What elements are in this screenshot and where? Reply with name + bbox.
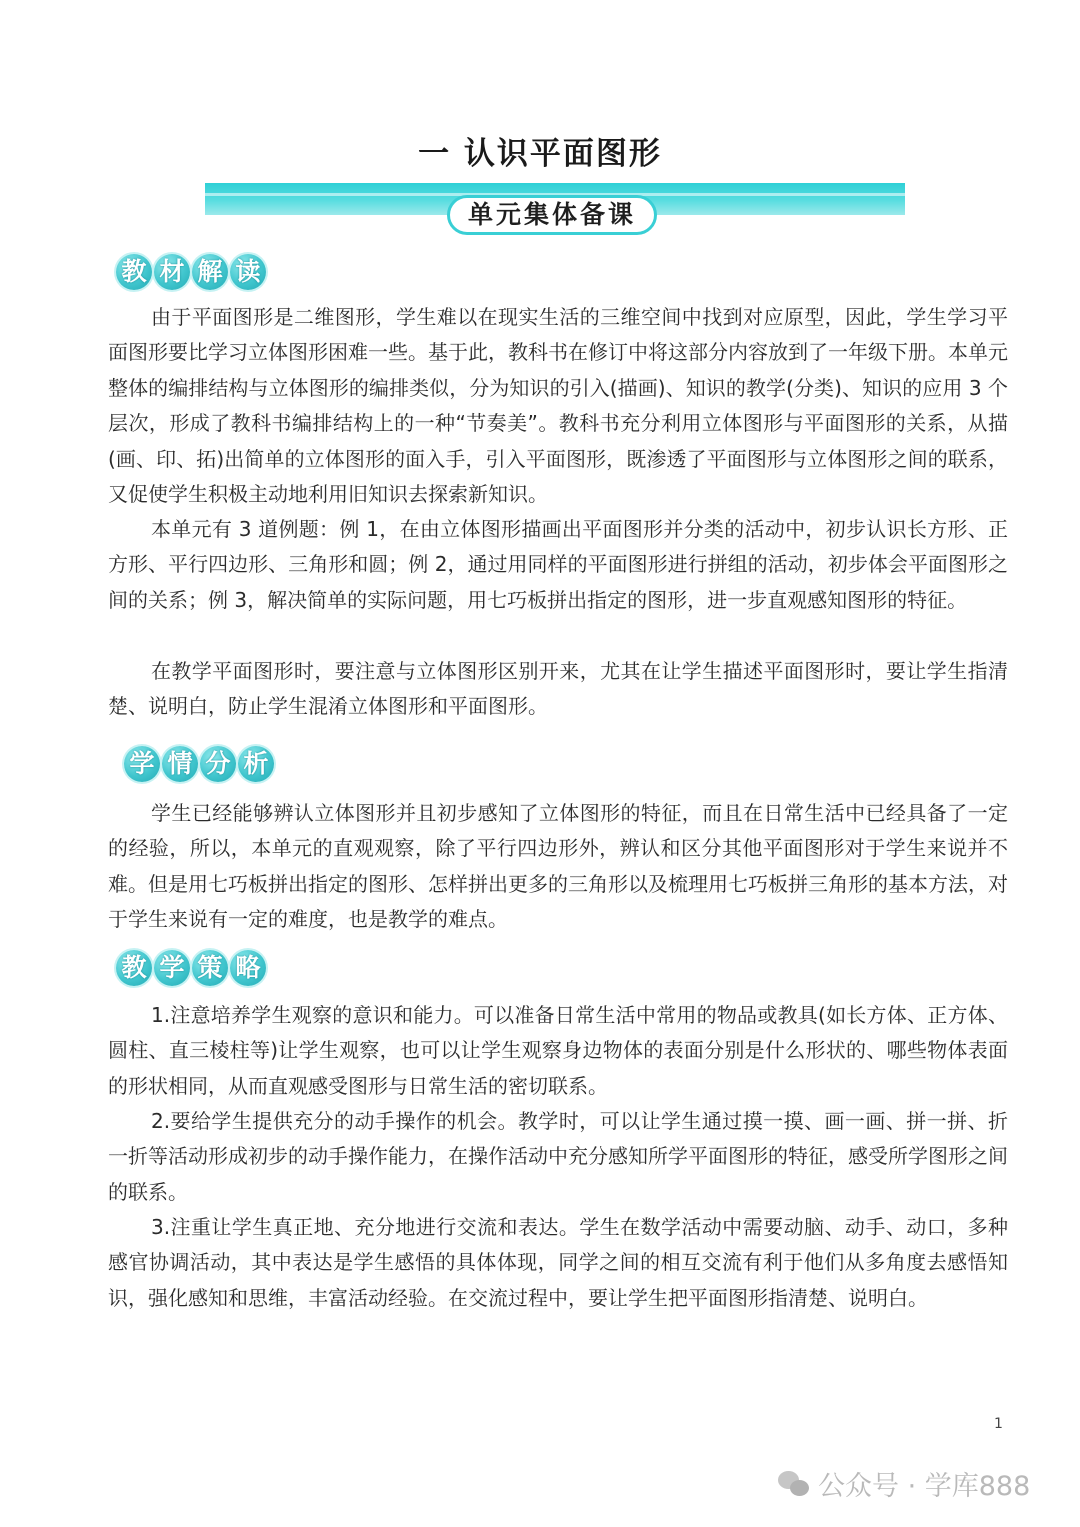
section-badge-textbook-reading [116,254,266,290]
badge-char: 解 [192,254,228,290]
badge-char: 情 [162,746,198,782]
badge-char: 策 [192,950,228,986]
watermark-text: 公众号 · 学库888 [818,1471,1031,1502]
badge-char: 略 [230,950,266,986]
badge-char: 教 [116,950,152,986]
unit-banner [205,183,905,229]
wechat-icon [778,1469,810,1499]
page-title: 一 认识平面图形 [418,136,662,172]
badge-char: 教 [116,254,152,290]
paragraph: 学生已经能够辨认立体图形并且初步感知了立体图形的特征，而且在日常生活中已经具备了一定的经验，所以，本单元的直观观察，除了平行四边形外，辨认和区分其他平面图形对于学生来说并不难。但是用七巧板拼出指定的图形、怎样拼出更多的三角形以及梳理用七巧板拼三角形的基本方法，对于学生来说有一定的难度，也是教学的难点。 [108,801,1008,932]
badge-char: 读 [230,254,266,290]
page-number: 1 [994,1416,1003,1432]
paragraph: 1.注意培养学生观察的意识和能力。可以准备日常生活中常用的物品或教具(如长方体、正方体、圆柱、直三棱柱等)让学生观察，也可以让学生观察身边物体的表面分别是什么形状的、哪些物体表面的形状相同，从而直观感受图形与日常生活的密切联系。 [108,1003,1008,1098]
badge-char: 学 [124,746,160,782]
banner-label: 单元集体备课 [447,195,657,235]
paragraph: 本单元有 3 道例题：例 1，在由立体图形描画出平面图形并分类的活动中，初步认识长方形、正方形、平行四边形、三角形和圆；例 2，通过用同样的平面图形进行拼组的活动，初步体会平面图形之间的关系；例 3，解决简单的实际问题，用七巧板拼出指定的图形，进一步直观感知图形的特征。 [108,517,1008,612]
watermark [778,1464,1030,1503]
badge-char: 分 [200,746,236,782]
section-badge-learning-analysis [124,746,274,782]
badge-char: 学 [154,950,190,986]
paragraph: 2.要给学生提供充分的动手操作的机会。教学时，可以让学生通过摸一摸、画一画、拼一拼、折一折等活动形成初步的动手操作能力，在操作活动中充分感知所学平面图形的特征，感受所学图形之间的联系。 [108,1109,1008,1204]
paragraph: 由于平面图形是二维图形，学生难以在现实生活的三维空间中找到对应原型，因此，学生学习平面图形要比学习立体图形困难一些。基于此，教科书在修订中将这部分内容放到了一年级下册。本单元整体的编排结构与立体图形的编排类似，分为知识的引入(描画)、知识的教学(分类)、知识的应用 3 个层次，形成了教科书编排结构上的一种“节奏美”。教科书充分利用立体图形与平面图形的关系，从描(画、印、拓)出简单的立体图形的面入手，引入平面图形，既渗透了平面图形与立体图形之间的联系，又促使学生积极主动地利用旧知识去探索新知识。 [108,305,1008,507]
section-badge-teaching-strategy [116,950,266,986]
paragraph: 3.注重让学生真正地、充分地进行交流和表达。学生在数学活动中需要动脑、动手、动口，多种感官协调活动，其中表达是学生感悟的具体体现，同学之间的相互交流有利于他们从多角度去感悟知识，强化感知和思维，丰富活动经验。在交流过程中，要让学生把平面图形指清楚、说明白。 [108,1215,1008,1310]
badge-char: 析 [238,746,274,782]
badge-char: 材 [154,254,190,290]
paragraph: 在教学平面图形时，要注意与立体图形区别开来，尤其在让学生描述平面图形时，要让学生指清楚、说明白，防止学生混淆立体图形和平面图形。 [108,659,1008,719]
